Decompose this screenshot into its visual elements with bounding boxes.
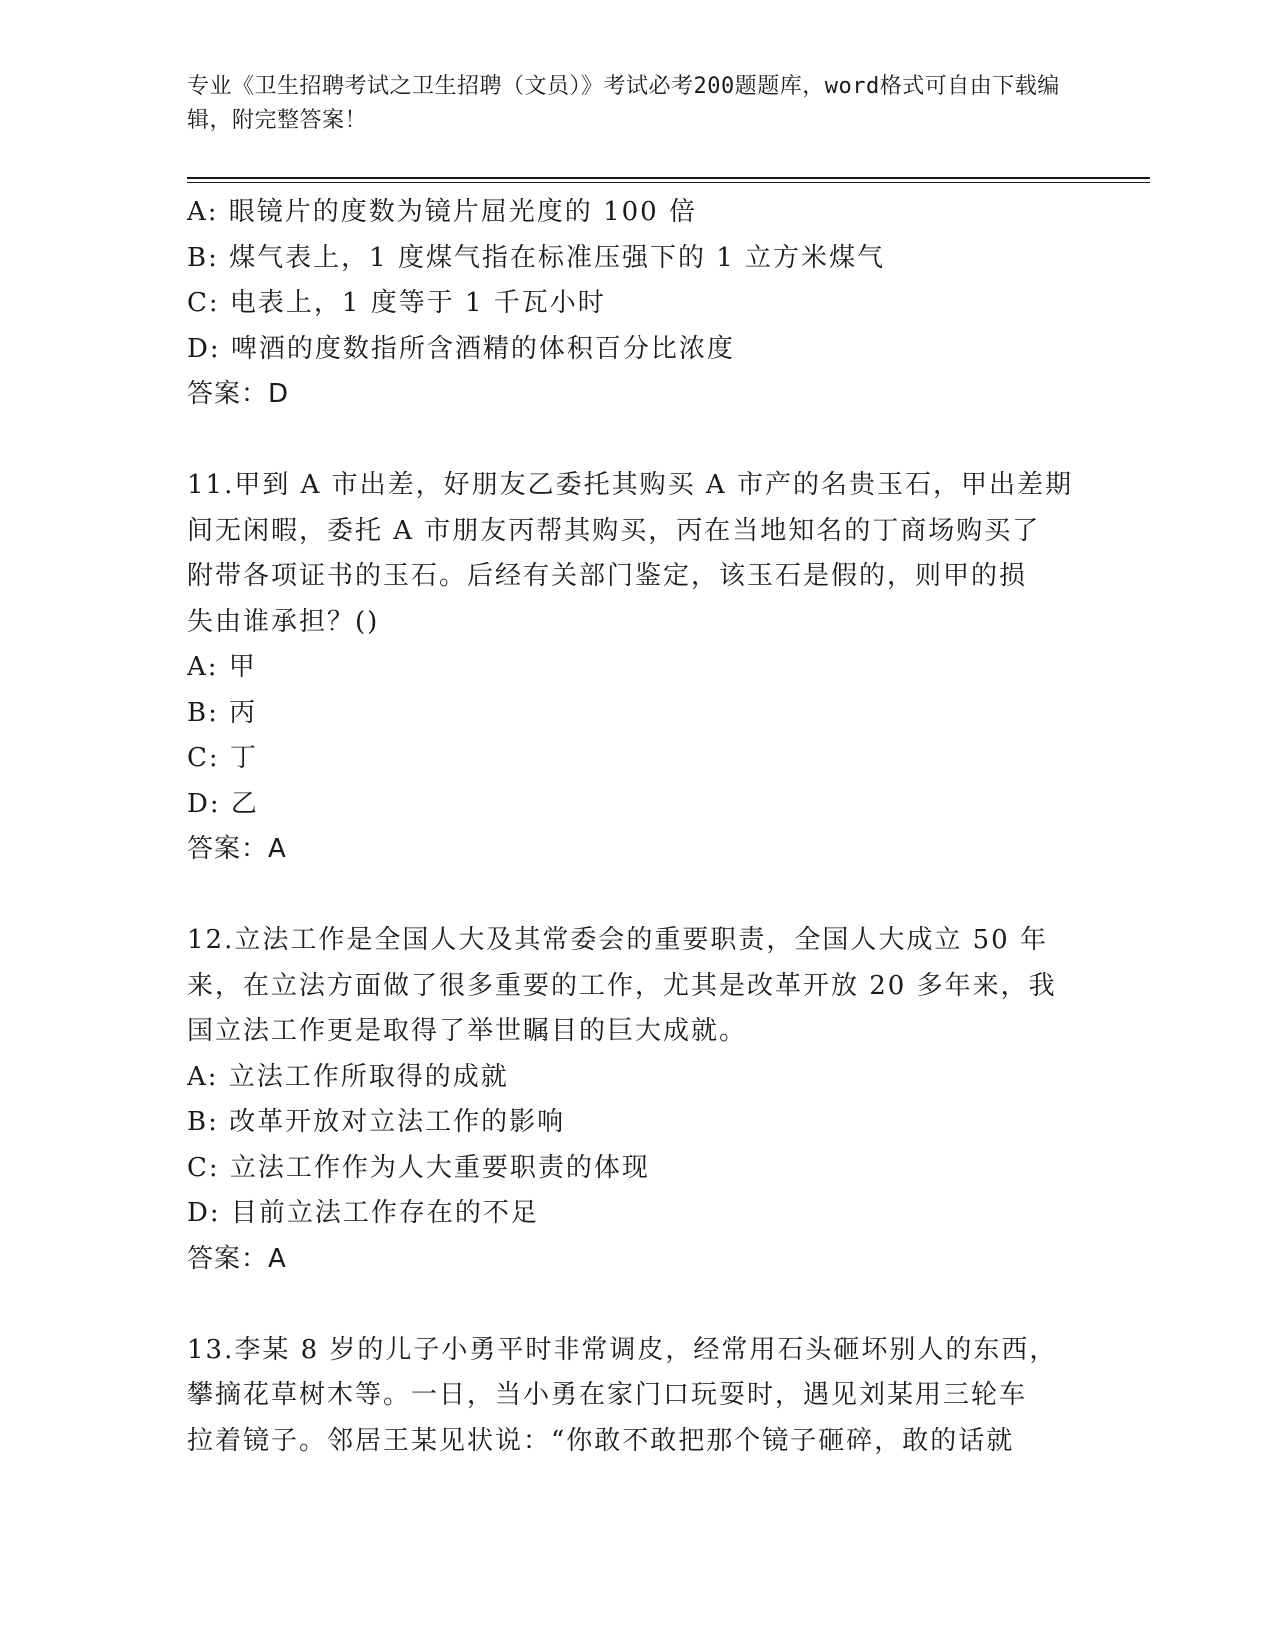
question-stem-line: 攀摘花草树木等。一日，当小勇在家门口玩耍时，遇见刘某用三轮车 — [187, 1380, 1028, 1410]
question-block-11 — [187, 463, 1077, 873]
option-d: D: 目前立法工作存在的不足 — [187, 1198, 539, 1228]
question-stem-line: 间无闲暇，委托 A 市朋友丙帮其购买，丙在当地知名的丁商场购买了 — [187, 515, 1041, 546]
option-c: C: 丁 — [187, 743, 258, 773]
option-d: D: 乙 — [187, 788, 259, 819]
header-rule-thick — [187, 177, 1150, 179]
answer-line: 答案：A — [187, 1243, 287, 1274]
answer-line: 答案：A — [187, 834, 287, 864]
question-stem-line: 失由谁承担？() — [187, 606, 380, 637]
option-c: C: 立法工作作为人大重要职责的体现 — [187, 1152, 650, 1183]
option-d: D: 啤酒的度数指所含酒精的体积百分比浓度 — [187, 333, 735, 364]
question-block-12 — [187, 918, 1077, 1282]
question-block-10 — [187, 190, 1077, 418]
answer-line: 答案：D — [187, 379, 290, 409]
question-stem-line: 国立法工作更是取得了举世瞩目的巨大成就。 — [187, 1016, 748, 1046]
option-b: B: 改革开放对立法工作的影响 — [187, 1107, 566, 1137]
question-stem-line: 附带各项证书的玉石。后经有关部门鉴定，该玉石是假的，则甲的损 — [187, 561, 1028, 591]
header-rule-thin — [187, 182, 1150, 183]
question-list — [187, 190, 1077, 1464]
spacer — [187, 873, 1077, 919]
question-stem-line: 13.李某 8 岁的儿子小勇平时非常调皮，经常用石头砸坏别人的东西， — [187, 1334, 1058, 1365]
option-b: B: 丙 — [187, 697, 258, 728]
document-header-title: 专业《卫生招聘考试之卫生招聘（文员）》考试必考200题题库，word格式可自由下载编辑，附完整答案！ — [187, 74, 1060, 133]
option-a: A: 甲 — [187, 652, 257, 682]
spacer — [187, 1282, 1077, 1328]
option-a: A: 眼镜片的度数为镜片屈光度的 100 倍 — [187, 197, 697, 227]
question-block-13 — [187, 1328, 1077, 1465]
question-stem-line: 12.立法工作是全国人大及其常委会的重要职责，全国人大成立 50 年 — [187, 925, 1048, 955]
question-stem-line: 拉着镜子。邻居王某见状说：“你敢不敢把那个镜子砸碎，敢的话就 — [187, 1425, 1015, 1456]
spacer — [187, 418, 1077, 464]
option-b: B: 煤气表上，1 度煤气指在标准压强下的 1 立方米煤气 — [187, 242, 886, 273]
question-stem-line: 11.甲到 A 市出差，好朋友乙委托其购买 A 市产的名贵玉石，甲出差期 — [187, 470, 1073, 500]
question-stem-line: 来，在立法方面做了很多重要的工作，尤其是改革开放 20 多年来，我 — [187, 970, 1057, 1001]
option-a: A: 立法工作所取得的成就 — [187, 1061, 509, 1092]
option-c: C: 电表上，1 度等于 1 千瓦小时 — [187, 288, 606, 318]
